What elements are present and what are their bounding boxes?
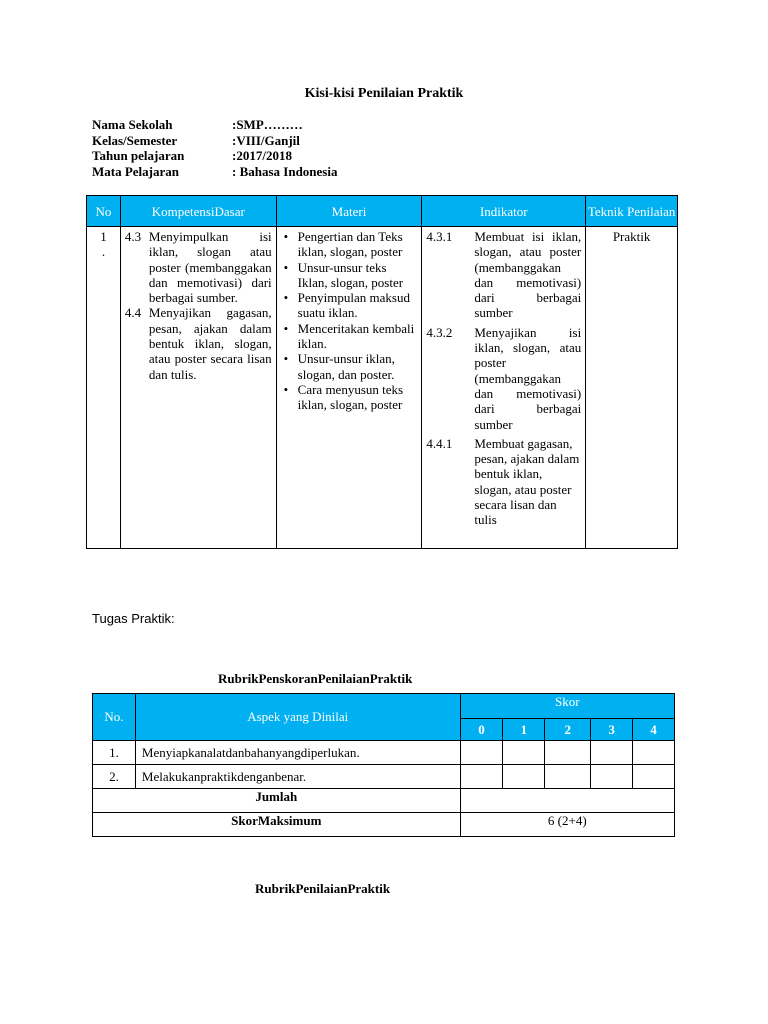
indikator-text: Membuat isi iklan, slogan, atau poster (membanggakan dan memotivasi) dari berbagai sumber [474,229,582,321]
score-cell [460,765,503,789]
indikator-item [426,436,581,528]
info-value: :SMP……… [232,117,303,132]
teknik-penilaian-cell: Praktik [586,227,678,549]
score-cell [591,741,633,765]
skor-maksimum-row [93,813,675,837]
kompetensi-dasar-cell [120,227,276,549]
kd-item [125,305,272,381]
header-score-2: 2 [545,719,591,741]
jumlah-value [460,789,674,813]
materi-cell [276,227,422,549]
jumlah-label: Jumlah [93,789,461,813]
score-cell [460,741,503,765]
header-kompetensi-dasar: KompetensiDasar [120,196,276,227]
score-cell [503,765,545,789]
score-cell [503,741,545,765]
aspek-text: Menyiapkanalatdanbahanyangdiperlukan. [135,741,460,765]
indikator-number: 4.4.1 [426,435,453,451]
info-value: :VIII/Ganjil [232,132,300,148]
materi-item: • Pengertian dan Teks iklan, slogan, poster [296,229,418,260]
info-value: : Bahasa Indonesia [232,163,338,179]
row-number [87,227,121,549]
rubrik-penskoran-title: RubrikPenskoranPenilaianPraktik [218,671,413,686]
tugas-praktik-label: Tugas Praktik: [92,611,175,626]
info-label: Kelas/Semester [92,132,178,148]
score-cell [545,765,591,789]
aspek-text: Melakukanpraktikdenganbenar. [135,765,460,789]
skor-maksimum-label: SkorMaksimum [93,813,461,837]
info-label: Mata Pelajaran [92,163,180,179]
skor-maksimum-value: 6 (2+4) [460,813,674,837]
rubrik-penskoran-table [92,693,675,837]
rubrik-penilaian-title: RubrikPenilaianPraktik [255,881,391,896]
indikator-number: 4.3.2 [426,324,453,340]
header-teknik-penilaian: Teknik Penilaian [586,196,678,227]
materi-item: • Penyimpulan maksud suatu iklan. [296,290,418,321]
info-row [92,133,337,149]
indikator-number: 4.3.1 [426,229,453,244]
kd-item [125,229,272,305]
materi-item: • Menceritakan kembali iklan. [296,321,418,352]
info-label: Nama Sekolah [92,117,173,132]
kd-text: Menyajikan gagasan, pesan, ajakan dalam bentuk iklan, slogan, atau poster secara lisan dan tulis. [148,305,272,382]
score-cell [545,741,591,765]
kisi-kisi-table [86,195,678,549]
kd-number: 4.4 [124,305,142,321]
indikator-text: Membuat gagasan, pesan, ajakan dalam bentuk iklan, slogan, atau poster secara lisan dan tulis [474,435,580,528]
table-row [93,741,675,765]
header-score-0: 0 [460,719,503,741]
header-score-4: 4 [633,719,675,741]
info-label: Tahun pelajaran [92,148,185,163]
indikator-cell [422,227,586,549]
info-row [92,164,337,180]
aspek-number: 1. [93,741,136,765]
aspek-number: 2. [93,765,136,789]
jumlah-row [93,789,675,813]
score-cell [591,765,633,789]
document-info [92,117,337,179]
materi-item: • Cara menyusun teks iklan, slogan, poster [296,382,418,413]
info-value: :2017/2018 [232,148,292,163]
table-row [93,765,675,789]
materi-list [281,229,418,413]
header-aspek: Aspek yang Dinilai [135,694,460,741]
table-row [87,227,678,549]
header-no: No. [93,694,136,741]
score-cell [633,765,675,789]
header-skor: Skor [460,694,674,719]
row-number-text: 1 . [100,229,107,260]
indikator-item [426,325,581,432]
info-row [92,117,337,133]
header-indikator: Indikator [422,196,586,227]
score-cell [633,741,675,765]
document-title: Kisi-kisi Penilaian Praktik [304,86,464,101]
materi-item: • Unsur-unsur teks Iklan, slogan, poster [296,260,418,291]
indikator-item [426,229,581,321]
header-no: No [87,196,121,227]
kd-number: 4.3 [124,229,142,244]
materi-item: • Unsur-unsur iklan, slogan, dan poster. [296,351,418,382]
indikator-text: Menyajikan isi iklan, slogan, atau poster (membanggakan dan memotivasi) dari berbagai sumber [474,324,582,432]
kd-text: Menyimpulkan isi iklan, slogan atau poster (membanggakan dan memotivasi) dari berbagai sumber. [148,229,272,306]
header-score-3: 3 [591,719,633,741]
info-row [92,148,337,164]
header-score-1: 1 [503,719,545,741]
header-materi: Materi [276,196,422,227]
